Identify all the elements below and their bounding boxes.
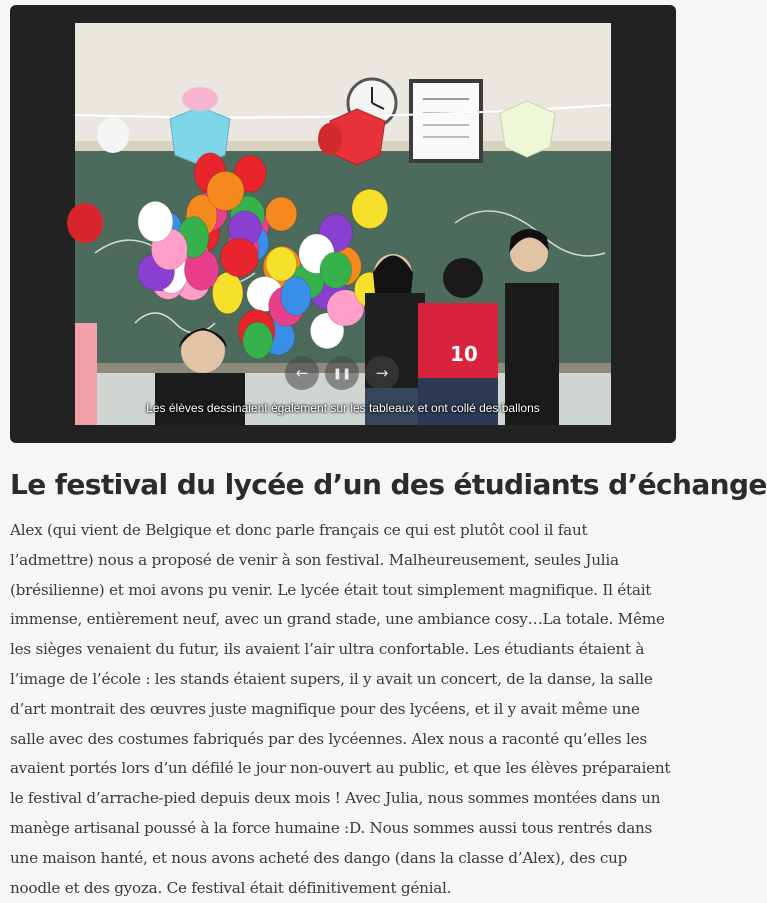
balloon (320, 252, 352, 288)
shirt-number: 10 (450, 342, 478, 366)
balloon (220, 238, 258, 276)
slide-photo (75, 23, 611, 425)
balloon (266, 197, 297, 231)
slideshow-controls (285, 356, 399, 390)
pause-icon: ❚❚ (332, 366, 352, 380)
article-title: Le festival du lycée d’un des étudiants d’échange (10, 468, 767, 501)
arrow-left-icon: ← (295, 364, 309, 382)
red-balloon (318, 123, 342, 155)
image-slideshow (10, 5, 676, 443)
balloon (266, 247, 297, 281)
red-balloon (67, 203, 103, 243)
balloon (281, 277, 311, 316)
balloon (352, 189, 388, 228)
balloon (243, 322, 273, 359)
previous-slide-button[interactable] (285, 356, 319, 390)
paper-lantern (500, 101, 555, 157)
framed-notice (411, 81, 481, 161)
balloon (207, 171, 244, 210)
balloon (138, 201, 173, 242)
next-slide-button[interactable] (365, 356, 399, 390)
paper-lantern (170, 107, 230, 165)
article-body: Alex (qui vient de Belgique et donc parle français ce qui est plutôt cool il faut l’admettre) nous a proposé de venir à son festival. Malheureusement, seules Julia (brésilienne) et moi avons pu venir. Le lycée était tout simplement magnifique. Il était immense, entièrement neuf, avec un grand stade, une ambiance cosy…La totale. Même les sièges venaient du futur, ils avaient l’air ultra confortable. Les étudiants étaient à l’image de l’école : les stands étaient supers, il y avait un concert, de la danse, la salle d’art montrait des œuvres juste magnifique pour des lycéens, et il y avait même une salle avec des costumes fabriqués par des lycéennes. Alex nous a raconté qu’elles les avaient portés lors d’un défilé le jour non-ouvert au public, et que les élèves préparaient le festival d’arrache-pied depuis deux mois ! Avec Julia, nous sommes montées dans un manège artisanal poussé à la force humaine :D. Nous sommes aussi tous rentrés dans une maison hanté, et nous avons acheté des dango (dans la classe d’Alex), des cup noodle et des gyoza. Ce festival était définitivement génial. (10, 521, 671, 897)
slide-caption: Les élèves dessinaient également sur les tableaux et ont collé des ballons (146, 401, 540, 415)
white-balloon (97, 117, 129, 153)
pink-balloon (182, 87, 218, 111)
pause-slideshow-button[interactable] (325, 356, 359, 390)
arrow-right-icon: → (375, 364, 389, 382)
